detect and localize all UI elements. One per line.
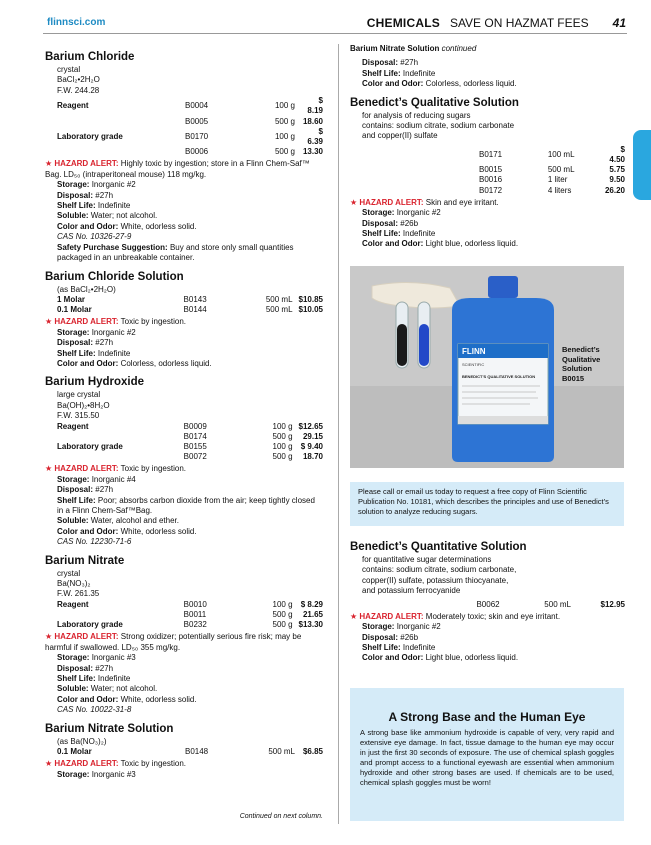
product-title: Barium Nitrate [45, 554, 125, 567]
table-row [350, 600, 625, 610]
price-table [350, 145, 625, 196]
eye-box-title: A Strong Base and the Human Eye [388, 710, 586, 724]
price-table [45, 600, 323, 631]
prop-disposal [45, 338, 323, 348]
catalog-code: B0062 [476, 599, 500, 609]
grade-cell: 1 Molar [57, 294, 86, 304]
prop-value: #26b [400, 632, 419, 642]
prop-key: Shelf Life: [57, 495, 96, 505]
product-title: Barium Chloride [45, 51, 135, 63]
category-label: CHEMICALS [366, 16, 440, 30]
prop-color-odor [45, 527, 323, 537]
size-cell: 500 mL [547, 165, 575, 175]
product-desc: for analysis of reducing sugars [362, 110, 471, 120]
hazard-text: Highly toxic by ingestion; store in a Flinn Chem-Saf™ Bag. LD₅₀ (intraperitoneal mouse) 118 mg/kg. [45, 159, 310, 179]
prop-value: #27h [95, 663, 114, 673]
column-divider [338, 44, 339, 824]
prop-key: Shelf Life: [57, 674, 96, 684]
prop-key: Storage: [57, 769, 90, 779]
prop-key: Shelf Life: [57, 348, 96, 358]
prop-key: Shelf Life: [57, 201, 96, 211]
table-row [45, 442, 323, 452]
prop-value: White, odorless solid. [120, 221, 197, 231]
cas-number: CAS No. 12230-71-6 [57, 537, 132, 547]
table-row [350, 175, 625, 185]
prop-value: Inorganic #3 [91, 653, 136, 663]
prop-color-odor [45, 695, 323, 705]
table-row [45, 295, 323, 305]
prop-value: #27h [95, 338, 114, 348]
grade-cell: Reagent [57, 599, 89, 609]
catalog-code: B0072 [183, 452, 207, 462]
catalog-code: B0016 [479, 175, 503, 185]
grade-cell [350, 175, 479, 185]
prop-key: Disposal: [57, 485, 94, 495]
hazard-alert [45, 159, 323, 180]
prop-key: Safety Purchase Suggestion: [57, 242, 168, 252]
table-row [45, 117, 323, 127]
header-rule [43, 33, 627, 34]
price-table [45, 295, 323, 315]
prop-disposal [45, 485, 323, 495]
strong-base-eye-box [350, 688, 624, 821]
prop-disposal [45, 664, 323, 674]
hazard-text: Strong oxidizer; potentially serious fire risk; may be harmful if swallowed. LD₅₀ 355 mg/kg. [45, 632, 302, 652]
prop-key: Color and Odor: [362, 79, 424, 89]
grade-cell [45, 610, 184, 620]
prop-color-odor [350, 79, 625, 89]
grade-cell [45, 452, 184, 462]
size-cell: 100 g [272, 441, 293, 451]
prop-value: Colorless, odorless liquid. [425, 79, 517, 89]
table-row [45, 610, 323, 620]
grade-cell [350, 600, 476, 610]
grade-cell: 0.1 Molar [57, 747, 92, 757]
prop-storage [45, 475, 323, 485]
prop-soluble [45, 684, 323, 694]
star-icon: ★ [45, 464, 53, 474]
table-row [350, 186, 625, 196]
hazard-text: Toxic by ingestion. [120, 759, 186, 769]
price-cell: 18.60 [302, 116, 323, 126]
product-desc: for quantitative sugar determinations [362, 555, 492, 564]
prop-value: Inorganic #2 [396, 208, 441, 218]
prop-value: Indefinite [402, 68, 436, 78]
hazard-alert [45, 464, 323, 474]
prop-shelf-life [45, 201, 323, 211]
grade-cell: Laboratory grade [57, 620, 123, 630]
product-formula: Ba(OH)₂•8H₂O [57, 400, 110, 410]
prop-shelf-life [350, 229, 625, 239]
prop-color-odor [45, 222, 323, 232]
prop-shelf-life [350, 643, 625, 653]
prop-key: Storage: [57, 474, 90, 484]
prop-shelf-life [45, 349, 323, 359]
catalog-code: B0172 [479, 185, 503, 195]
prop-key: Storage: [362, 622, 395, 632]
table-row [45, 452, 323, 462]
prop-value: Light blue, odorless liquid. [425, 653, 519, 663]
bottle-brand: FLINN [462, 347, 486, 356]
hazard-label: HAZARD ALERT: [54, 464, 119, 474]
prop-value: Buy and store only small quantities packaged in an unbreakable container. [57, 242, 294, 263]
product-title: Benedict’s Quantitative Solution [350, 541, 527, 553]
prop-shelf-life [350, 69, 625, 79]
product-title: Barium Hydroxide [45, 376, 145, 389]
star-icon: ★ [350, 197, 358, 207]
prop-shelf-life [45, 496, 323, 517]
prop-value: Indefinite [97, 348, 131, 358]
continued-title: Barium Nitrate Solution [350, 44, 440, 53]
product-barium-chloride [45, 50, 323, 264]
product-formula: BaCl₂•2H₂O [57, 75, 100, 85]
section-tab [633, 130, 651, 200]
hazard-text: Toxic by ingestion. [120, 464, 186, 474]
product-benedicts-quantitative [350, 534, 625, 664]
prop-key: Color and Odor: [362, 653, 424, 663]
price-cell: 13.30 [302, 147, 323, 157]
grade-cell [350, 186, 479, 196]
prop-key: Disposal: [57, 338, 94, 348]
catalog-code: B0015 [479, 165, 503, 175]
hazard-alert [45, 317, 323, 327]
hazard-label: HAZARD ALERT: [54, 159, 119, 169]
promo-text: SAVE ON HAZMAT FEES [449, 16, 589, 30]
grade-cell: Laboratory grade [57, 441, 123, 451]
prop-value: Indefinite [402, 229, 436, 239]
table-row [45, 422, 323, 432]
price-cell: $ 8.19 [307, 96, 323, 116]
product-form: crystal [57, 568, 81, 578]
size-cell: 500 g [272, 431, 293, 441]
prop-key: Disposal: [362, 218, 399, 228]
grade-cell: Reagent [57, 101, 89, 111]
prop-value: #26b [400, 218, 419, 228]
prop-storage [45, 328, 323, 338]
star-icon: ★ [45, 317, 53, 327]
catalog-code: B0005 [185, 116, 209, 126]
prop-value: Indefinite [97, 674, 131, 684]
catalog-code: B0171 [479, 149, 503, 159]
star-icon: ★ [45, 759, 53, 769]
catalog-code: B0004 [185, 101, 209, 111]
product-title: Barium Nitrate Solution [45, 722, 174, 735]
prop-storage [45, 770, 323, 780]
right-column [350, 44, 625, 250]
price-table [45, 747, 323, 757]
prop-value: Indefinite [402, 643, 436, 653]
size-cell: 500 g [272, 620, 293, 630]
bottle-title: BENEDICT’S QUALITATIVE SOLUTION [462, 374, 536, 379]
table-row [45, 147, 323, 157]
size-cell: 4 liters [547, 185, 572, 195]
price-cell: $ 4.50 [609, 144, 625, 165]
hazard-alert [45, 632, 323, 653]
product-title: Barium Chloride Solution [45, 270, 184, 283]
product-title: Benedict’s Qualitative Solution [350, 96, 519, 109]
grade-cell [350, 145, 479, 165]
prop-storage [45, 180, 323, 190]
prop-key: Disposal: [362, 58, 399, 68]
size-cell: 500 g [274, 147, 295, 157]
catalog-code: B0155 [183, 441, 207, 451]
prop-value: Water; not alcohol. [90, 684, 158, 694]
catalog-code: B0232 [183, 620, 207, 630]
page-number: 41 [612, 16, 626, 30]
catalog-code: B0174 [183, 431, 207, 441]
grade-cell [45, 432, 184, 442]
price-cell: 18.70 [302, 452, 323, 462]
prop-soluble [45, 211, 323, 221]
prop-disposal [45, 191, 323, 201]
price-table [45, 96, 323, 157]
prop-value: Indefinite [97, 201, 131, 211]
price-cell: $ 8.29 [300, 599, 323, 609]
price-cell: 9.50 [609, 175, 625, 185]
price-table [350, 600, 625, 610]
hazard-label: HAZARD ALERT: [54, 632, 119, 642]
size-cell: 500 mL [265, 294, 293, 304]
star-icon: ★ [45, 632, 53, 642]
size-cell: 100 mL [547, 149, 575, 159]
caption-line: Qualitative [562, 354, 601, 364]
price-cell: 26.20 [604, 185, 625, 195]
prop-key: Soluble: [57, 516, 89, 526]
prop-key: Storage: [57, 327, 90, 337]
prop-key: Color and Odor: [57, 358, 119, 368]
grade-cell [350, 165, 479, 175]
bottle-sub: SCIENTIFIC [462, 362, 485, 367]
continued-note: Continued on next column. [239, 813, 323, 820]
size-cell: 100 g [274, 131, 295, 141]
price-cell: $10.05 [298, 305, 323, 315]
size-cell: 500 mL [265, 305, 293, 315]
product-barium-nitrate-solution [45, 722, 323, 780]
catalog-code: B0006 [185, 147, 209, 157]
prop-value: White, odorless solid. [120, 694, 197, 704]
price-cell: $ 9.40 [300, 441, 323, 451]
hazard-label: HAZARD ALERT: [359, 197, 424, 207]
product-desc: contains: sodium citrate, sodium carbonate, [362, 565, 517, 575]
photo-caption [562, 345, 617, 383]
price-cell: $12.65 [298, 421, 323, 431]
prop-color-odor [350, 653, 625, 663]
hazard-label: HAZARD ALERT: [54, 759, 119, 769]
prop-key: Disposal: [57, 190, 94, 200]
prop-value: White, odorless solid. [120, 526, 197, 536]
hazard-text: Toxic by ingestion. [120, 317, 186, 327]
caption-line: Solution [562, 364, 592, 373]
grade-cell [45, 147, 185, 157]
eye-box-text: A strong base like ammonium hydroxide is capable of very, very rapid and extensive eye damage. In fact, tissue damage to the human eye may occur in just the first 30 seconds of exposure. The use of chemical splash goggles and prompt access to a functional eyewash are essential when ammonium hydroxide and other strong bases are used. If chemicals are to be used, chemical splash goggles must be worn! [360, 728, 614, 787]
catalog-code: B0170 [185, 131, 209, 141]
prop-disposal [350, 633, 625, 643]
prop-value: Inorganic #3 [91, 769, 136, 779]
prop-color-odor [350, 239, 625, 249]
prop-key: Shelf Life: [362, 643, 401, 653]
grade-cell: Reagent [57, 421, 89, 431]
prop-value: Colorless, odorless liquid. [120, 358, 212, 368]
prop-key: Soluble: [57, 211, 89, 221]
product-note: (as Ba(NO₃)₂) [57, 736, 107, 746]
prop-value: Water, alcohol and ether. [90, 516, 179, 526]
size-cell: 1 liter [547, 175, 568, 185]
size-cell: 500 g [274, 116, 295, 126]
page-header [367, 16, 626, 30]
cas-number: CAS No. 10326-27-9 [57, 232, 132, 242]
prop-value: Inorganic #2 [91, 327, 136, 337]
size-cell: 100 g [272, 599, 293, 609]
continued-suffix: continued [441, 44, 477, 53]
hazard-text: Moderately toxic; skin and eye irritant. [425, 611, 561, 621]
prop-color-odor [45, 359, 323, 369]
caption-line: B0015 [562, 373, 585, 383]
size-cell: 100 g [272, 421, 293, 431]
prop-value: Light blue, odorless liquid. [425, 239, 519, 249]
prop-value: #27h [95, 190, 114, 200]
table-row [45, 432, 323, 442]
prop-value: Water; not alcohol. [90, 211, 158, 221]
hazard-alert [350, 612, 625, 622]
price-cell: $12.95 [600, 599, 625, 609]
product-fw: F.W. 244.28 [57, 85, 100, 95]
table-row [350, 145, 625, 165]
product-form: crystal [57, 65, 81, 74]
prop-key: Color and Odor: [362, 239, 424, 249]
star-icon: ★ [45, 159, 53, 169]
product-note: (as BaCl₂•2H₂O) [57, 284, 116, 294]
grade-cell: 0.1 Molar [57, 305, 92, 315]
table-row [45, 600, 323, 610]
product-desc: contains: sodium citrate, sodium carbonate [362, 121, 515, 131]
size-cell: 500 mL [544, 599, 571, 609]
price-cell: $ 6.39 [307, 126, 323, 147]
catalog-code: B0148 [185, 747, 209, 757]
prop-key: Storage: [57, 653, 90, 663]
prop-key: Shelf Life: [362, 68, 401, 78]
product-benedicts-qualitative [350, 96, 625, 250]
prop-value: Inorganic #2 [91, 180, 136, 190]
hazard-text: Skin and eye irritant. [425, 197, 499, 207]
product-desc: and copper(II) sulfate [362, 131, 438, 141]
table-row [350, 165, 625, 175]
grade-cell: Laboratory grade [57, 131, 123, 141]
publication-info-box: Please call or email us today to request a free copy of Flinn Scientific Publication No. 10181, which describes the principles and use of Benedict’s solution to analyze reducing sugars. [350, 482, 624, 526]
size-cell: 500 mL [268, 747, 295, 757]
price-cell: 5.75 [609, 165, 625, 175]
catalog-code: B0009 [183, 421, 207, 431]
prop-disposal [350, 219, 625, 229]
table-row [45, 305, 323, 315]
product-barium-nitrate [45, 554, 323, 716]
price-cell: $6.85 [302, 747, 323, 757]
price-table [45, 422, 323, 463]
prop-key: Color and Odor: [57, 694, 119, 704]
prop-key: Shelf Life: [362, 229, 401, 239]
star-icon: ★ [350, 611, 358, 621]
prop-key: Disposal: [57, 663, 94, 673]
prop-value: Inorganic #2 [396, 622, 441, 632]
prop-key: Soluble: [57, 684, 89, 694]
prop-value: #27h [400, 58, 419, 68]
price-cell: $13.30 [298, 620, 323, 630]
hazard-label: HAZARD ALERT: [54, 317, 119, 327]
caption-line: Benedict’s [562, 345, 600, 354]
prop-value: Poor; absorbs carbon dioxide from the air; keep tightly closed in a Flinn Chem-Saf™Bag. [57, 495, 315, 515]
safety-suggestion [45, 243, 323, 264]
prop-key: Disposal: [362, 632, 399, 642]
table-row [45, 620, 323, 630]
catalog-code: B0011 [183, 610, 207, 620]
continued-header [350, 44, 625, 54]
product-fw: F.W. 261.35 [57, 589, 100, 599]
size-cell: 100 g [274, 101, 295, 111]
product-barium-chloride-solution [45, 270, 323, 370]
prop-key: Color and Odor: [57, 526, 119, 536]
product-fw: F.W. 315.50 [57, 411, 100, 421]
hazard-alert [45, 759, 323, 769]
table-row [45, 127, 323, 147]
product-form: large crystal [57, 390, 101, 400]
hazard-label: HAZARD ALERT: [359, 611, 424, 621]
size-cell: 500 g [272, 452, 293, 462]
prop-storage [45, 653, 323, 663]
product-barium-hydroxide [45, 375, 323, 547]
prop-value: #27h [95, 485, 114, 495]
product-desc: and potassium ferrocyanide [362, 586, 461, 596]
prop-shelf-life [45, 674, 323, 684]
product-desc: copper(II) sulfate, potassium thiocyanate, [362, 575, 509, 585]
prop-storage [350, 208, 625, 218]
product-formula: Ba(NO₃)₂ [57, 579, 91, 589]
left-column [45, 44, 323, 780]
price-cell: $10.85 [298, 294, 323, 304]
prop-storage [350, 622, 625, 632]
prop-key: Color and Odor: [57, 221, 119, 231]
price-cell: 29.15 [302, 431, 323, 441]
size-cell: 500 g [272, 610, 293, 620]
catalog-code: B0143 [183, 294, 207, 304]
grade-cell [45, 117, 185, 127]
catalog-code: B0144 [183, 305, 207, 315]
table-row [45, 747, 323, 757]
prop-key: Storage: [362, 208, 395, 218]
table-row [45, 96, 323, 116]
site-url[interactable]: flinnsci.com [47, 17, 106, 28]
price-cell: 21.65 [302, 610, 323, 620]
prop-disposal [350, 58, 625, 68]
prop-soluble [45, 516, 323, 526]
hazard-alert [350, 198, 625, 208]
catalog-code: B0010 [183, 599, 207, 609]
cas-number: CAS No. 10022-31-8 [57, 705, 132, 715]
prop-value: Inorganic #4 [91, 474, 136, 484]
prop-key: Storage: [57, 180, 90, 190]
